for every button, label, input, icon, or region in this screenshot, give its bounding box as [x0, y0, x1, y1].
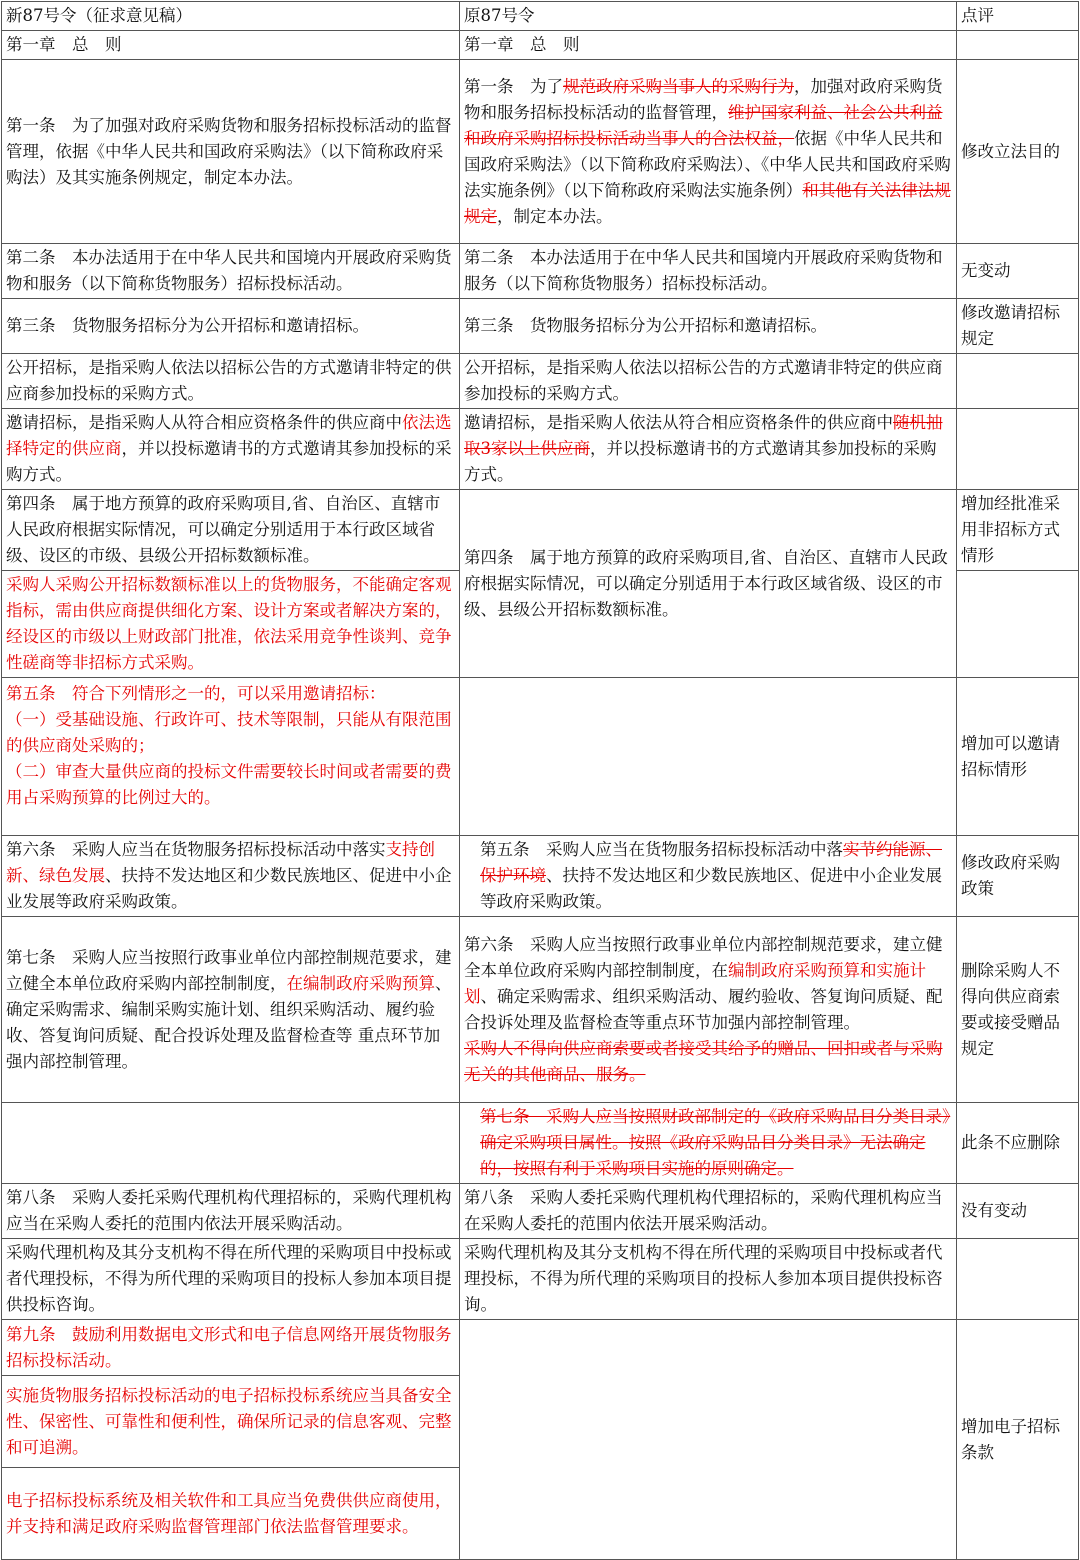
article-4-new-para-comment: [957, 571, 1079, 678]
header-row: [2, 2, 1079, 31]
article-4-comment: 增加经批准采用非招标方式情形: [957, 490, 1079, 571]
header-new: 新87号令（征求意见稿）: [2, 2, 460, 31]
article-5-new: [2, 678, 460, 836]
article-3-row: [2, 299, 1079, 354]
article-2-new: 第二条 本办法适用于在中华人民共和国境内开展政府采购货物和服务（以下简称货物服务）招标投标活动。: [2, 244, 460, 299]
article-9-new-1: 第九条 鼓励利用数据电文形式和电子信息网络开展货物服务招标投标活动。: [2, 1320, 460, 1376]
article-3-invite-row: [2, 409, 1079, 490]
article-9-old: [460, 1320, 957, 1560]
article-8-new: 第八条 采购人委托采购代理机构代理招标的，采购代理机构应当在采购人委托的范围内依法开展采购活动。: [2, 1184, 460, 1239]
article-9-new-2: 实施货物服务招标投标活动的电子招标投标系统应当具备安全性、保密性、可靠性和便利性，确保所记录的信息客观、完整和可追溯。: [2, 1376, 460, 1468]
article-5-line-2: （一）受基础设施、行政许可、技术等限制，只能从有限范围的供应商处采购的；: [6, 710, 452, 755]
article-4-old: 第四条 属于地方预算的政府采购项目,省、自治区、直辖市人民政府根据实际情况，可以确定分别适用于本行政区域省级、设区的市级、县级公开招标数额标准。: [460, 490, 957, 678]
article-8-agency-old: 采购代理机构及其分支机构不得在所代理的采购项目中投标或者代理投标，不得为所代理的采购项目的投标人参加本项目提供投标咨询。: [460, 1239, 957, 1320]
article-2-old: 第二条 本办法适用于在中华人民共和国境内开展政府采购货物和服务（以下简称货物服务）招标投标活动。: [460, 244, 957, 299]
article-3-open-comment: [957, 354, 1079, 409]
article-9-row: [2, 1320, 1079, 1376]
article-8-agency-comment: [957, 1239, 1079, 1320]
article-3-comment: 修改邀请招标规定: [957, 299, 1079, 354]
article-1-row: [2, 60, 1079, 244]
article-3-old: 第三条 货物服务招标分为公开招标和邀请招标。: [460, 299, 957, 354]
header-old: 原87号令: [460, 2, 957, 31]
article-4-row: [2, 490, 1079, 571]
article-3-open-new: 公开招标，是指采购人依法以招标公告的方式邀请非特定的供应商参加投标的采购方式。: [2, 354, 460, 409]
article-6-row: [2, 836, 1079, 917]
article-8-comment: 没有变动: [957, 1184, 1079, 1239]
article-1-new: 第一条 为了加强对政府采购货物和服务招标投标活动的监督管理，依据《中华人民共和国政府采购法》（以下简称政府采购法）及其实施条例规定，制定本办法。: [2, 60, 460, 244]
chapter-old: 第一章 总 则: [460, 31, 957, 60]
article-7-deleted-old: 第七条 采购人应当按照财政部制定的《政府采购品目分类目录》确定采购项目属性。按照《政府采购品目分类目录》无法确定的，按照有利于采购项目实施的原则确定。: [460, 1103, 957, 1184]
article-2-comment: 无变动: [957, 244, 1079, 299]
article-5-line-1: 第五条 符合下列情形之一的，可以采用邀请招标：: [6, 684, 386, 703]
article-7-row: [2, 917, 1079, 1103]
article-7-comment: 删除采购人不得向供应商索要或接受赠品规定: [957, 917, 1079, 1103]
article-4-new-para: 采购人采购公开招标数额标准以上的货物服务，不能确定客观指标，需由供应商提供细化方案、设计方案或者解决方案的，经设区的市级以上财政部门批准，依法采用竞争性谈判、竞争性磋商等非招标方式采购。: [2, 571, 460, 678]
article-8-agency-new: 采购代理机构及其分支机构不得在所代理的采购项目中投标或者代理投标，不得为所代理的采购项目的投标人参加本项目提供投标咨询。: [2, 1239, 460, 1320]
article-5-comment: 增加可以邀请招标情形: [957, 678, 1079, 836]
article-3-open-row: [2, 354, 1079, 409]
article-5-line-3: （二）审查大量供应商的投标文件需要较长时间或者需要的费用占采购预算的比例过大的。: [6, 762, 452, 807]
article-3-open-old: 公开招标，是指采购人依法以招标公告的方式邀请非特定的供应商参加投标的采购方式。: [460, 354, 957, 409]
article-3-invite-new: 邀请招标，是指采购人从符合相应资格条件的供应商中依法选择特定的供应商，并以投标邀请书的方式邀请其参加投标的采购方式。: [2, 409, 460, 490]
article-7-old: 第六条 采购人应当按照行政事业单位内部控制规范要求，建立健全本单位政府采购内部控制制度，在编制政府采购预算和实施计划、确定采购需求、组织采购活动、履约验收、答复询问质疑、配合投诉处理及监督检查等重点环节加强内部控制管理。 采购人不得向供应商索要或者接受其给予的赠品、回扣或者与采购无关的其他商品、服务。: [460, 917, 957, 1103]
article-8-agency-row: [2, 1239, 1079, 1320]
article-8-old: 第八条 采购人委托采购代理机构代理招标的，采购代理机构应当在采购人委托的范围内依法开展采购活动。: [460, 1184, 957, 1239]
article-2-row: [2, 244, 1079, 299]
header-comment: 点评: [957, 2, 1079, 31]
article-6-new: 第六条 采购人应当在货物服务招标投标活动中落实支持创新、绿色发展、扶持不发达地区和少数民族地区、促进中小企业发展等政府采购政策。: [2, 836, 460, 917]
article-3-invite-old: 邀请招标，是指采购人依法从符合相应资格条件的供应商中随机抽取3家以上供应商，并以投标邀请书的方式邀请其参加投标的采购方式。: [460, 409, 957, 490]
article-1-old: 第一条 为了规范政府采购当事人的采购行为，加强对政府采购货物和服务招标投标活动的监督管理，维护国家利益、社会公共利益和政府采购招标投标活动当事人的合法权益，依据《中华人民共和国政府采购法》（以下简称政府采购法）、《中华人民共和国政府采购法实施条例》（以下简称政府采购法实施条例）和其他有关法律法规规定，制定本办法。: [460, 60, 957, 244]
article-8-row: [2, 1184, 1079, 1239]
article-7-new: 第七条 采购人应当按照行政事业单位内部控制规范要求，建立健全本单位政府采购内部控制制度，在编制政府采购预算、确定采购需求、编制采购实施计划、组织采购活动、履约验收、答复询问质疑、配合投诉处理及监督检查等 重点环节加强内部控制管理。: [2, 917, 460, 1103]
article-9-comment: 增加电子招标条款: [957, 1320, 1079, 1560]
article-7-deleted-comment: 此条不应删除: [957, 1103, 1079, 1184]
chapter-comment: [957, 31, 1079, 60]
article-3-new: 第三条 货物服务招标分为公开招标和邀请招标。: [2, 299, 460, 354]
article-3-invite-comment: [957, 409, 1079, 490]
article-9-new-3: 电子招标投标系统及相关软件和工具应当免费供供应商使用，并支持和满足政府采购监督管理部门依法监督管理要求。: [2, 1468, 460, 1560]
article-4-new: 第四条 属于地方预算的政府采购项目,省、自治区、直辖市人民政府根据实际情况，可以确定分别适用于本行政区域省级、设区的市级、县级公开招标数额标准。: [2, 490, 460, 571]
article-1-comment: 修改立法目的: [957, 60, 1079, 244]
article-7-deleted-new: [2, 1103, 460, 1184]
article-5-row: [2, 678, 1079, 836]
chapter-row: [2, 31, 1079, 60]
article-7-deleted-row: [2, 1103, 1079, 1184]
chapter-new: 第一章 总 则: [2, 31, 460, 60]
article-6-old: 第五条 采购人应当在货物服务招标投标活动中落实节约能源、保护环境、扶持不发达地区和少数民族地区、促进中小企业发展等政府采购政策。: [460, 836, 957, 917]
article-6-comment: 修改政府采购政策: [957, 836, 1079, 917]
comparison-table: [1, 1, 1079, 1560]
article-5-old: [460, 678, 957, 836]
